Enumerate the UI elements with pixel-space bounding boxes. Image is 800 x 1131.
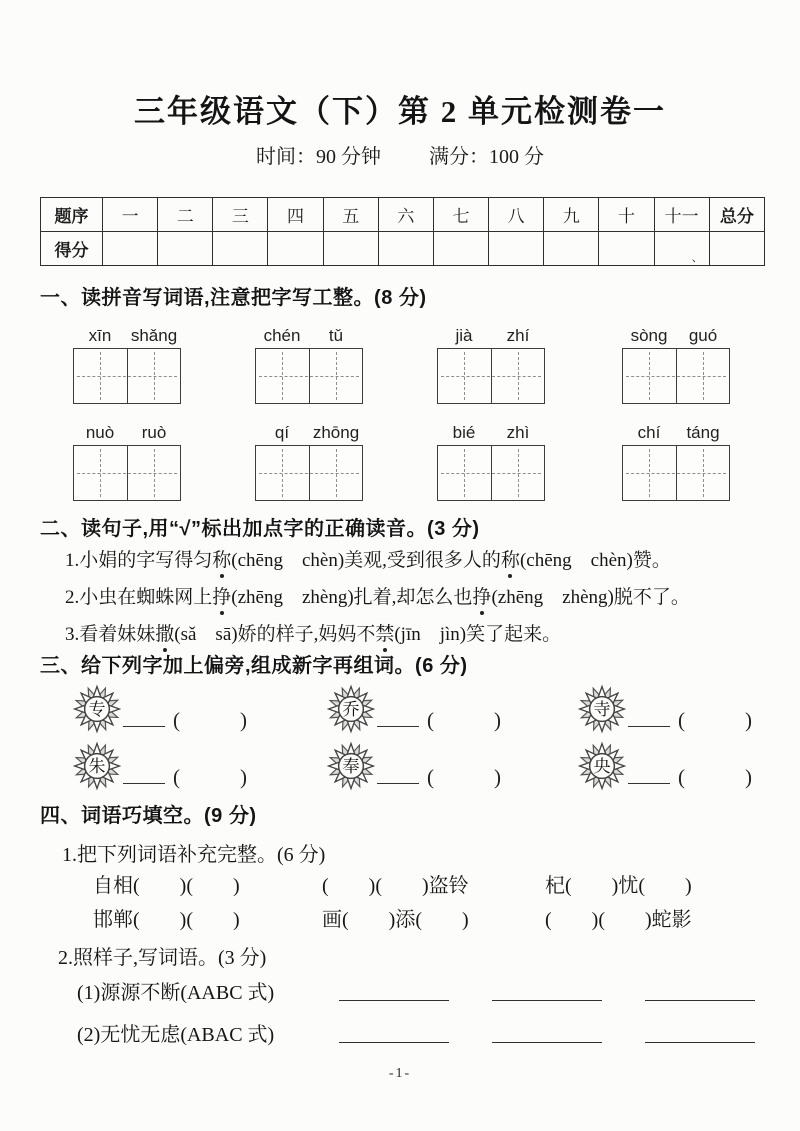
answer-blank [628,726,670,727]
pinyin-pair [255,423,363,443]
pinyin-pair [622,423,730,443]
sentence [65,549,770,572]
radical-item [73,741,247,791]
answer-blank [123,783,165,784]
idiom-blank: ( )( )蛇影 [545,909,692,931]
base-character: 央 [593,757,611,776]
radical-row-1 [0,684,800,742]
paren-close: ) [745,765,752,789]
dotted-char: 挣 [212,587,232,608]
writing-cell [623,446,676,500]
flower-icon [327,684,375,734]
section4-heading: 四、词语巧填空。(9 分) [40,805,257,827]
radical-row-2 [0,741,800,799]
sentence-text: (jīn jìn)笑了起来。 [394,624,562,645]
writing-grid [255,348,363,404]
exam-time: 时间：90 分钟 [256,146,381,168]
section2-heading: 二、读句子,用“√”标出加点字的正确读音。(3 分) [40,518,480,540]
paren-close: ) [494,708,501,732]
sentence-text: 1.小娟的字写得匀 [65,550,213,571]
pinyin-pair [73,423,181,443]
dotted-char: 撒 [155,624,175,645]
pinyin-syllable: zhōng [312,423,360,442]
writing-cell [676,349,730,403]
score-cell [378,232,433,266]
answer-blank [628,783,670,784]
pinyin-syllable: shǎng [130,326,178,345]
answer-line [339,1042,449,1043]
section3-heading: 三、给下列字加上偏旁,组成新字再组词。(6 分) [40,655,468,677]
base-character: 专 [88,700,106,719]
answer-blank [377,783,419,784]
pinyin-syllable: chí [637,423,661,442]
writing-cell [623,349,676,403]
section4-sub2: 2.照样子,写词语。(3 分) [58,947,267,969]
answer-blank [377,726,419,727]
writing-cell [438,349,491,403]
pinyin-word-row-2 [0,423,800,505]
radical-item [578,741,752,791]
pinyin-syllable: xīn [88,326,112,345]
score-table [40,197,765,266]
page-title: 三年级语文（下）第 2 单元检测卷一 [134,94,666,129]
pinyin-syllable: bié [452,423,476,442]
pinyin-syllable: chén [263,326,301,345]
pinyin-syllable: tǔ [328,326,344,345]
score-cell [213,232,268,266]
score-label: 得分 [41,232,103,266]
writing-cell [74,349,127,403]
pattern-label: (1)源源不断(AABC 式) [77,982,275,1004]
sentence-text: 3.看着妹妹 [65,624,156,645]
paren-open: ( [678,765,685,789]
score-table-header-row [41,198,765,232]
col-header: 三 [213,198,268,232]
writing-grid [437,348,545,404]
answer-line [492,1042,602,1043]
answer-blank [123,726,165,727]
score-cell [489,232,544,266]
dotted-char: 挣 [472,587,492,608]
score-cell [103,232,158,266]
question-order-label: 题序 [41,198,103,232]
radical-item [578,684,752,734]
score-cell-total [709,232,764,266]
paren-open: ( [678,708,685,732]
pinyin-word-block [437,423,545,501]
sentence [65,623,770,646]
pinyin-syllable: zhì [506,423,530,442]
idiom-blank: 杞( )忧( ) [545,875,692,897]
writing-grid [622,348,730,404]
writing-cell [256,446,309,500]
paren-open: ( [427,765,434,789]
paren-open: ( [173,765,180,789]
pinyin-word-block [255,423,363,501]
col-header: 四 [268,198,323,232]
writing-cell [309,349,363,403]
writing-grid [622,445,730,501]
score-cell [268,232,323,266]
sentence-text: 2.小虫在蜘蛛网上 [65,587,213,608]
dotted-char: 禁 [375,624,395,645]
pinyin-pair [437,423,545,443]
writing-grid [73,445,181,501]
flower-icon [73,741,121,791]
pinyin-pair [73,326,181,346]
writing-grid [437,445,545,501]
flower-icon [578,684,626,734]
writing-cell [256,349,309,403]
writing-cell [127,349,181,403]
writing-cell [438,446,491,500]
writing-grid [73,348,181,404]
pinyin-syllable: nuò [85,423,115,442]
pinyin-word-block [622,423,730,501]
sentence-text: (zhēng zhèng)脱不了。 [491,587,690,608]
paren-close: ) [240,765,247,789]
page-number: -1- [388,1066,412,1081]
section1-heading: 一、读拼音写词语,注意把字写工整。(8 分) [40,287,427,309]
pattern-label: (2)无忧无虑(ABAC 式) [77,1024,275,1046]
writing-cell [309,446,363,500]
pinyin-syllable: jià [455,326,473,345]
col-header: 六 [378,198,433,232]
pattern-item [77,1018,755,1047]
flower-icon [578,741,626,791]
score-cell [654,232,709,266]
section4-sub1: 1.把下列词语补充完整。(6 分) [62,844,326,866]
idiom-blank: 邯郸( )( ) [93,909,240,931]
score-table-score-row [41,232,765,266]
section2-sentences [65,549,770,660]
col-header: 五 [323,198,378,232]
writing-grid [255,445,363,501]
paren-open: ( [173,708,180,732]
writing-cell [74,446,127,500]
score-cell [599,232,654,266]
base-character: 朱 [88,757,106,776]
pinyin-word-block [622,326,730,404]
paren-close: ) [240,708,247,732]
score-cell [323,232,378,266]
pinyin-syllable: ruò [141,423,167,442]
flower-icon [327,741,375,791]
pinyin-pair [437,326,545,346]
sentence-text: (sǎ sā)娇的样子,妈妈不 [174,624,376,645]
col-header: 一 [103,198,158,232]
score-cell [158,232,213,266]
pinyin-word-row-1 [0,326,800,408]
paren-close: ) [494,765,501,789]
pinyin-syllable: guó [688,326,718,345]
stray-ink-mark: 、 [691,252,703,264]
col-header: 八 [489,198,544,232]
radical-item [327,741,501,791]
answer-line [339,1000,449,1001]
answer-line [492,1000,602,1001]
pinyin-word-block [437,326,545,404]
paren-open: ( [427,708,434,732]
sentence-text: (chēng chèn)美观,受到很多人的 [231,550,501,571]
pinyin-word-block [255,326,363,404]
radical-item [327,684,501,734]
writing-cell [127,446,181,500]
sentence [65,586,770,609]
writing-cell [491,446,545,500]
idiom-fill-row [0,869,800,895]
col-header: 九 [544,198,599,232]
writing-cell [676,446,730,500]
idiom-blank: ( )( )盗铃 [322,875,469,897]
pinyin-pair [622,326,730,346]
idiom-fill-row [0,903,800,929]
pinyin-pair [255,326,363,346]
writing-cell [491,349,545,403]
pinyin-syllable: zhí [506,326,530,345]
idiom-blank: 自相( )( ) [93,875,240,897]
answer-line [645,1042,755,1043]
pattern-item [77,976,755,1005]
base-character: 乔 [342,700,360,719]
pinyin-syllable: qí [274,423,290,442]
pinyin-syllable: táng [686,423,720,442]
base-character: 奉 [342,757,360,776]
exam-full-score: 满分：100 分 [429,146,544,168]
flower-icon [73,684,121,734]
paren-close: ) [745,708,752,732]
col-header: 七 [433,198,488,232]
col-header-total: 总分 [709,198,764,232]
dotted-char: 称 [212,550,232,571]
sentence-text: (chēng chèn)赞。 [519,550,671,571]
col-header: 十 [599,198,654,232]
dotted-char: 称 [500,550,520,571]
exam-meta [0,140,800,169]
idiom-blank: 画( )添( ) [322,909,469,931]
pinyin-word-block [73,423,181,501]
pinyin-syllable: sòng [630,326,668,345]
col-header: 十一 [654,198,709,232]
score-cell [544,232,599,266]
radical-item [73,684,247,734]
pinyin-word-block [73,326,181,404]
answer-line [645,1000,755,1001]
sentence-text: (zhēng zhèng)扎着,却怎么也 [231,587,473,608]
base-character: 寺 [593,700,611,719]
col-header: 二 [158,198,213,232]
score-cell [433,232,488,266]
